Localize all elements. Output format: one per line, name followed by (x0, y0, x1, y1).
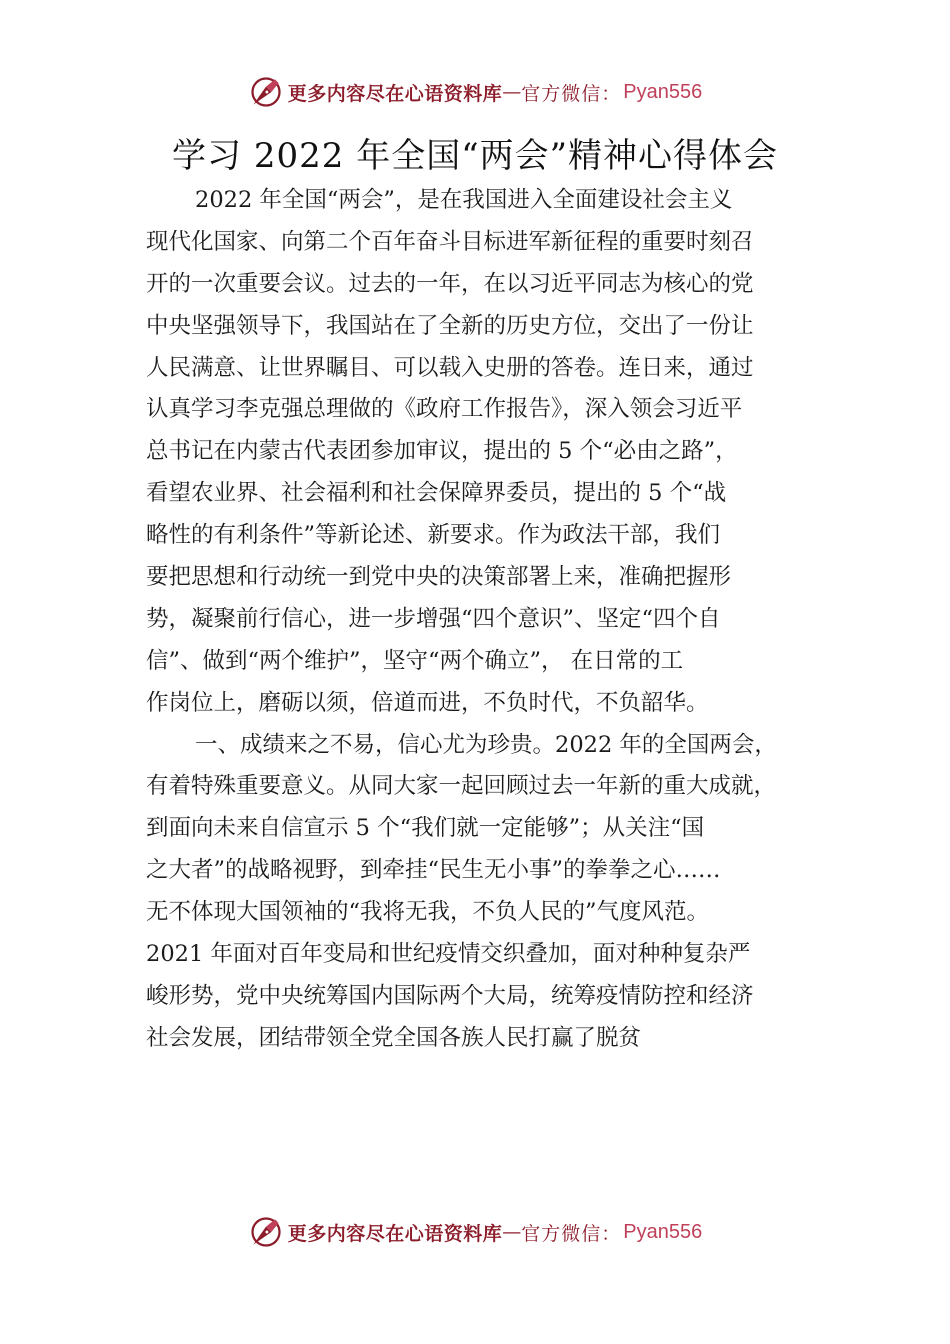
document-title: 学习 2022 年全国“两会”精神心得体会 (172, 136, 778, 176)
document-body (146, 180, 836, 1060)
pen-nib-logo-icon (248, 1214, 284, 1250)
header-banner (0, 72, 950, 112)
body-line: 略性的有利条件”等新论述、新要求。作为政法干部，我们 (146, 522, 721, 549)
body-line: 无不体现大国领袖的“我将无我，不负人民的”气度风范。 (146, 899, 710, 926)
body-line: 作岗位上，磨砺以须，倍道而进，不负时代，不负韶华。 (146, 689, 709, 716)
footer-banner (0, 1212, 950, 1252)
banner-dash: — (502, 81, 522, 103)
banner-wechat-id: Pyan556 (623, 1220, 703, 1243)
banner-wechat-label: 官方微信： (521, 82, 622, 105)
banner-wechat-label: 官方微信： (521, 1222, 622, 1245)
banner-dash: — (502, 1221, 522, 1243)
body-line: 势，凝聚前行信心，进一步增强“四个意识”、坚定“四个自 (146, 605, 721, 632)
body-line: 现代化国家、向第二个百年奋斗目标进军新征程的重要时刻召 (146, 228, 754, 255)
body-line: 2022 年全国“两会”，是在我国进入全面建设社会主义 (195, 187, 733, 213)
banner-wechat-id: Pyan556 (623, 80, 703, 103)
body-line: 一、成绩来之不易，信心尤为珍贵。2022 年的全国两会， (195, 731, 777, 758)
body-line: 认真学习李克强总理做的《政府工作报告》，深入领会习近平 (146, 396, 743, 423)
banner-text: 更多内容尽在心语资料库 (287, 82, 503, 105)
banner-text: 更多内容尽在心语资料库 (287, 1222, 503, 1245)
body-line: 社会发展，团结带领全党全国各族人民打赢了脱贫 (146, 1024, 642, 1051)
body-line: 信”、做到“两个维护”，坚守“两个确立”， 在日常的工 (146, 647, 684, 674)
body-line: 要把思想和行动统一到党中央的决策部署上来，准确把握形 (146, 564, 732, 591)
body-line: 总书记在内蒙古代表团参加审议，提出的 5 个“必由之路”， (146, 438, 738, 465)
body-line: 开的一次重要会议。过去的一年，在以习近平同志为核心的党 (146, 270, 754, 297)
body-line: 到面向未来自信宣示 5 个“我们就一定能够”；从关注“国 (146, 815, 705, 842)
body-line: 看望农业界、社会福利和社会保障界委员，提出的 5 个“战 (146, 480, 727, 507)
body-line: 中央坚强领导下，我国站在了全新的历史方位，交出了一份让 (146, 312, 754, 339)
body-line: 峻形势，党中央统筹国内国际两个大局，统筹疫情防控和经济 (146, 982, 754, 1009)
pen-nib-logo-icon (248, 74, 284, 110)
body-line: 人民满意、让世界瞩目、可以载入史册的答卷。连日来，通过 (146, 354, 754, 381)
body-line: 2021 年面对百年变局和世纪疫情交织叠加，面对种种复杂严 (146, 941, 751, 968)
body-line: 有着特殊重要意义。从同大家一起回顾过去一年新的重大成就， (146, 773, 777, 800)
body-line: 之大者”的战略视野，到牵挂“民生无小事”的拳拳之心…… (146, 857, 721, 884)
